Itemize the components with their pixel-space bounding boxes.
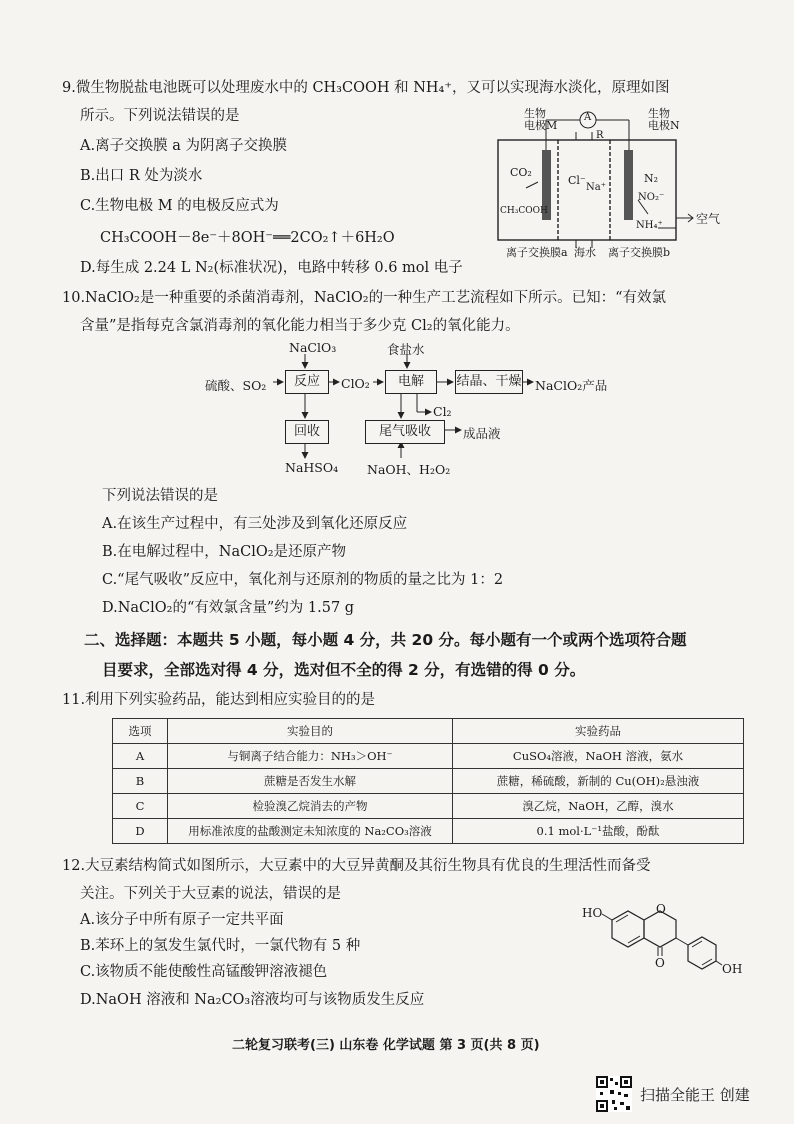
nahso4-label: NaHSO₄ (285, 460, 339, 475)
row-a-option: A (113, 744, 168, 769)
co2-label: CO₂ (510, 166, 532, 179)
q12-stem-line1: 12.大豆素结构简式如图所示，大豆素中的大豆异黄酮及其衍生物具有优良的生理活性而备受 (62, 858, 651, 874)
q12-option-d: D.NaOH 溶液和 Na₂CO₃溶液均可与该物质发生反应 (80, 992, 425, 1008)
row-c-reagents: 溴乙烷，NaOH，乙醇，溴水 (453, 794, 744, 819)
air-label: 空气 (696, 212, 721, 226)
row-d-reagents: 0.1 mol·L⁻¹盐酸，酚酞 (453, 819, 744, 844)
q11-stem: 11.利用下列实验药品，能达到相应实验目的的是 (62, 692, 376, 708)
naclo3-input: NaClO₃ (289, 340, 337, 355)
electrode-n-label: 生物 电极N (648, 107, 680, 132)
finished-liquid-label: 成品液 (463, 426, 501, 441)
section2-heading-line1: 二、选择题：本题共 5 小题，每小题 4 分，共 20 分。每小题有一个或两个选项符合题 (84, 631, 687, 649)
chloride-label: Cl⁻ (568, 174, 586, 187)
crystallize-dry-box: 结晶、干燥 (455, 370, 523, 394)
table-row (113, 744, 744, 769)
q10-stem-line2: 含量”是指每克含氯消毒剂的氧化能力相当于多少克 Cl₂的氧化能力。 (80, 318, 520, 334)
row-b-reagents: 蔗糖，稀硫酸，新制的 Cu(OH)₂悬浊液 (453, 769, 744, 794)
n2-label: N₂ (644, 172, 659, 185)
header-option: 选项 (113, 719, 168, 744)
table-row (113, 819, 744, 844)
daidzein-structure (572, 900, 742, 980)
qr-svg (596, 1076, 632, 1112)
electrolysis-box: 电解 (385, 370, 437, 394)
row-c-purpose: 检验溴乙烷消去的产物 (168, 794, 453, 819)
header-purpose: 实验目的 (168, 719, 453, 744)
brine-input: 食盐水 (387, 342, 425, 357)
row-a-reagents: CuSO₄溶液，NaOH 溶液，氨水 (453, 744, 744, 769)
q9-option-a: A.离子交换膜 a 为阴离子交换膜 (80, 138, 287, 154)
table-row (113, 794, 744, 819)
row-d-purpose: 用标准浓度的盐酸测定未知浓度的 Na₂CO₃溶液 (168, 819, 453, 844)
q12-option-c: C.该物质不能使酸性高锰酸钾溶液褪色 (80, 964, 328, 980)
q9-stem-line2: 所示。下列说法错误的是 (80, 108, 240, 124)
page-footer: 二轮复习联考(三) 山东卷 化学试题 第 3 页(共 8 页) (232, 1038, 540, 1053)
tail-gas-box: 尾气吸收 (365, 420, 445, 444)
ammeter-label: A (584, 112, 592, 123)
q10-prompt: 下列说法错误的是 (102, 488, 218, 504)
clo2-label: ClO₂ (341, 376, 370, 391)
q9-option-d: D.每生成 2.24 L N₂(标准状况)，电路中转移 0.6 mol 电子 (80, 260, 463, 276)
q10-option-c: C.“尾气吸收”反应中，氧化剂与还原剂的物质的量之比为 1：2 (102, 572, 504, 588)
q10-option-d: D.NaClO₂的“有效氯含量”约为 1.57 g (102, 600, 355, 616)
table-row (113, 769, 744, 794)
reagents-label: NaOH、H₂O₂ (367, 462, 451, 477)
q12-option-a: A.该分子中所有原子一定共平面 (80, 912, 284, 928)
q12-option-b: B.苯环上的氢发生氯代时，一氯代物有 5 种 (80, 938, 361, 954)
electrode-m-label: 生物 电极M (524, 107, 558, 132)
seawater-label: 海水 (574, 246, 596, 259)
q10-option-a: A.在该生产过程中，有三处涉及到氧化还原反应 (102, 516, 408, 532)
row-c-option: C (113, 794, 168, 819)
header-reagents: 实验药品 (453, 719, 744, 744)
qr-code-icon (596, 1076, 632, 1112)
cl2-label: Cl₂ (433, 404, 452, 419)
oh-label: OH (722, 962, 743, 976)
membrane-a-label: 离子交换膜a (506, 246, 568, 259)
row-b-purpose: 蔗糖是否发生水解 (168, 769, 453, 794)
ring-oxygen-label: O (656, 902, 666, 916)
membrane-b-label: 离子交换膜b (608, 246, 671, 259)
acid-so2-input: 硫酸、SO₂ (205, 378, 267, 393)
q11-table (112, 718, 744, 844)
nitrite-label: NO₂⁻ (638, 192, 665, 203)
row-b-option: B (113, 769, 168, 794)
q9-stem-line1: 9.微生物脱盐电池既可以处理废水中的 CH₃COOH 和 NH₄⁺，又可以实现海水淡化，原理如图 (62, 80, 670, 96)
ammonium-label: NH₄⁺ (636, 220, 663, 231)
cell-svg (488, 107, 733, 260)
scanner-watermark: 扫描全能王 创建 (640, 1086, 750, 1104)
q10-stem-line1: 10.NaClO₂是一种重要的杀菌消毒剂，NaClO₂的一种生产工艺流程如下所示。已知：“有效氯 (62, 290, 666, 306)
product-label: NaClO₂产品 (535, 378, 608, 393)
q9-equation: CH₃COOH－8e⁻＋8OH⁻══2CO₂↑＋6H₂O (100, 230, 395, 246)
recover-box: 回收 (285, 420, 329, 444)
flow-arrows-svg (205, 340, 645, 480)
q9-option-b: B.出口 R 处为淡水 (80, 168, 203, 184)
process-flowchart (205, 340, 645, 480)
row-d-option: D (113, 819, 168, 844)
q9-option-c: C.生物电极 M 的电极反应式为 (80, 198, 279, 214)
row-a-purpose: 与铜离子结合能力：NH₃＞OH⁻ (168, 744, 453, 769)
react-box: 反应 (285, 370, 329, 394)
table-header-row (113, 719, 744, 744)
ch3cooh-label: CH₃COOH (500, 206, 548, 216)
q10-option-b: B.在电解过程中，NaClO₂是还原产物 (102, 544, 347, 560)
keto-oxygen-label: O (655, 956, 665, 970)
sodium-label: Na⁺ (586, 182, 606, 193)
q12-stem-line2: 关注。下列关于大豆素的说法，错误的是 (80, 886, 341, 902)
ho-label: HO (582, 906, 603, 920)
desalination-cell-diagram (488, 107, 733, 260)
section2-heading-line2: 目要求，全部选对得 4 分，选对但不全的得 2 分，有选错的得 0 分。 (102, 661, 586, 679)
outlet-r-label: R (596, 130, 604, 141)
